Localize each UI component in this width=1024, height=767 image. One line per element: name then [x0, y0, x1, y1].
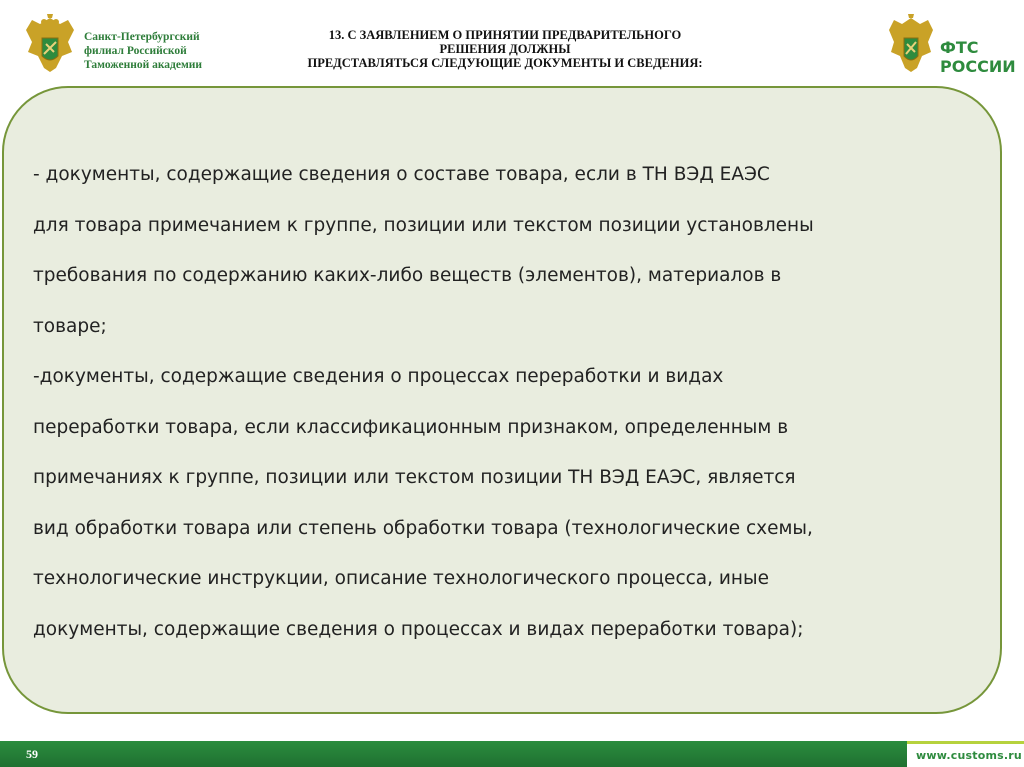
fts-logo-text	[940, 38, 1016, 76]
text-line: товаре;	[33, 315, 107, 337]
title-line: 13. С ЗАЯВЛЕНИЕМ О ПРИНЯТИИ ПРЕДВАРИТЕЛЬНОГО	[328, 28, 682, 42]
org-line: Санкт-Петербургский	[84, 31, 200, 43]
text-line: переработки товара, если классификационным признаком, определенным в	[33, 416, 789, 438]
fts-line: ФТС	[940, 38, 979, 57]
title-line: РЕШЕНИЯ ДОЛЖНЫ	[439, 42, 571, 56]
slide-header	[0, 0, 1024, 95]
text-line: требования по содержанию каких-либо веществ (элементов), материалов в	[33, 265, 782, 286]
text-line: - документы, содержащие сведения о составе товара, если в ТН ВЭД ЕАЭС	[33, 164, 770, 185]
page-number: 59	[26, 747, 38, 761]
slide-title	[290, 28, 720, 70]
fts-emblem-icon	[886, 12, 936, 76]
footer-bar	[0, 741, 1024, 767]
customs-emblem-icon	[22, 12, 78, 76]
document-list	[33, 160, 963, 665]
org-line: Таможенной академии	[84, 59, 203, 71]
text-line: документы, содержащие сведения о процессах и видах переработки товара);	[33, 618, 804, 640]
text-line: для товара примечанием к группе, позиции или текстом позиции установлены	[33, 214, 814, 236]
fts-line: РОССИИ	[940, 57, 1016, 76]
text-line: технологические инструкции, описание технологического процесса, иные	[33, 568, 769, 589]
text-line: -документы, содержащие сведения о процессах переработки и видах	[33, 366, 724, 387]
website-link[interactable]: www.customs.ru	[916, 749, 1022, 762]
organization-name	[84, 30, 254, 72]
title-line: ПРЕДСТАВЛЯТЬСЯ СЛЕДУЮЩИЕ ДОКУМЕНТЫ И СВЕДЕНИЯ:	[307, 56, 703, 70]
text-line: примечаниях к группе, позиции или текстом позиции ТН ВЭД ЕАЭС, является	[33, 467, 796, 488]
text-line: вид обработки товара или степень обработки товара (технологические схемы,	[33, 517, 813, 539]
org-line: филиал Российской	[84, 45, 187, 57]
